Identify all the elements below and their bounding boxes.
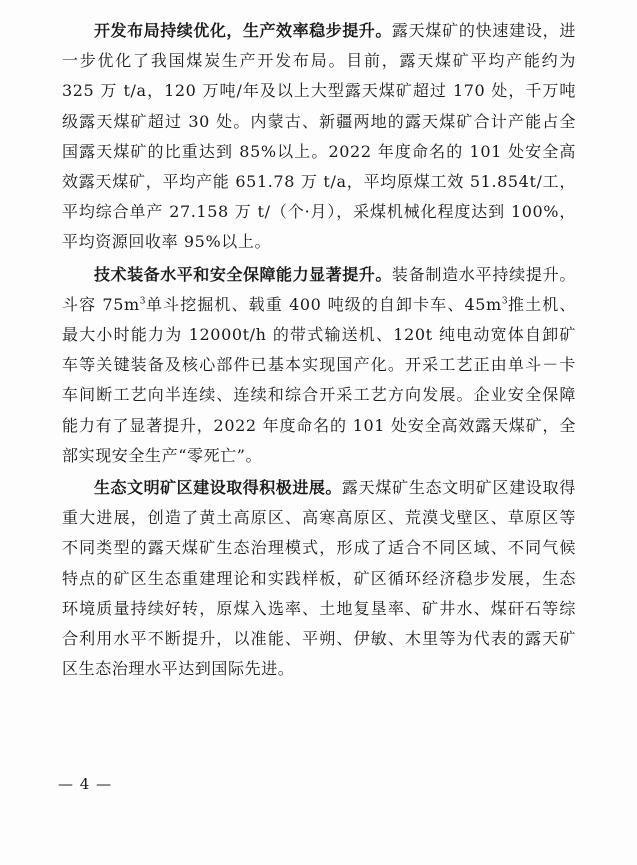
paragraph-text: 单斗挖掘机、载重 400 吨级的自卸卡车、45m [145, 294, 502, 314]
document-body [62, 16, 576, 684]
superscript: 3 [139, 296, 146, 307]
superscript: 3 [501, 296, 508, 307]
paragraph-heading: 开发布局持续优化，生产效率稳步提升。 [94, 21, 392, 40]
paragraph-ecological-mining [62, 473, 576, 684]
paragraph-production-efficiency [62, 16, 576, 258]
paragraph-text: 露天煤矿生态文明矿区建设取得重大进展，创造了黄土高原区、高寒高原区、荒漠戈壁区、草原区等不同类型的露天煤矿生态治理模式，形成了适合不同区域、不同气候特点的矿区生态重建理论和实践样板，矿区循环经济稳步发展，生态环境质量持续好转，原煤入选率、土地复垦率、矿井水、煤矸石等综合利用水平不断提升，以准能、平朔、伊敏、木里等为代表的露天矿区生态治理水平达到国际先进。 [62, 478, 576, 679]
paragraph-text: 推土机、最大小时能力为 12000t/h 的带式输送机、120t 纯电动宽体自卸矿车等关键装备及核心部件已基本实现国产化。开采工艺正由单斗－卡车间断工艺向半连续、连续和综合开采工艺方向发展。企业安全保障能力有了显著提升，2022 年度命名的 101 处安全高效露天煤矿，全部实现安全生产“零死亡”。 [62, 294, 576, 465]
paragraph-text: 露天煤矿的快速建设，进一步优化了我国煤炭生产开发布局。目前，露天煤矿平均产能约为 325 万 t/a，120 万吨/年及以上大型露天煤矿超过 170 处，千万吨级露天煤矿超过 30 处。内蒙古、新疆两地的露天煤矿合计产能占全国露天煤矿的比重达到 85%以上。2022 年度命名的 101 处安全高效露天煤矿，平均产能 651.78 万 t/a，平均原煤工效 51.854t/工，平均综合单产 27.158 万 t/（个·月），采煤机械化程度达到 100%，平均资源回收率 95%以上。 [62, 21, 577, 252]
paragraph-heading: 生态文明矿区建设取得积极进展。 [94, 478, 342, 498]
paragraph-equipment-safety [62, 260, 576, 471]
page-number: — 4 — [58, 775, 113, 793]
paragraph-heading: 技术装备水平和安全保障能力显著提升。 [94, 264, 392, 284]
paragraph-text: 装备制造水平持续提升。斗容 75m [62, 264, 577, 314]
